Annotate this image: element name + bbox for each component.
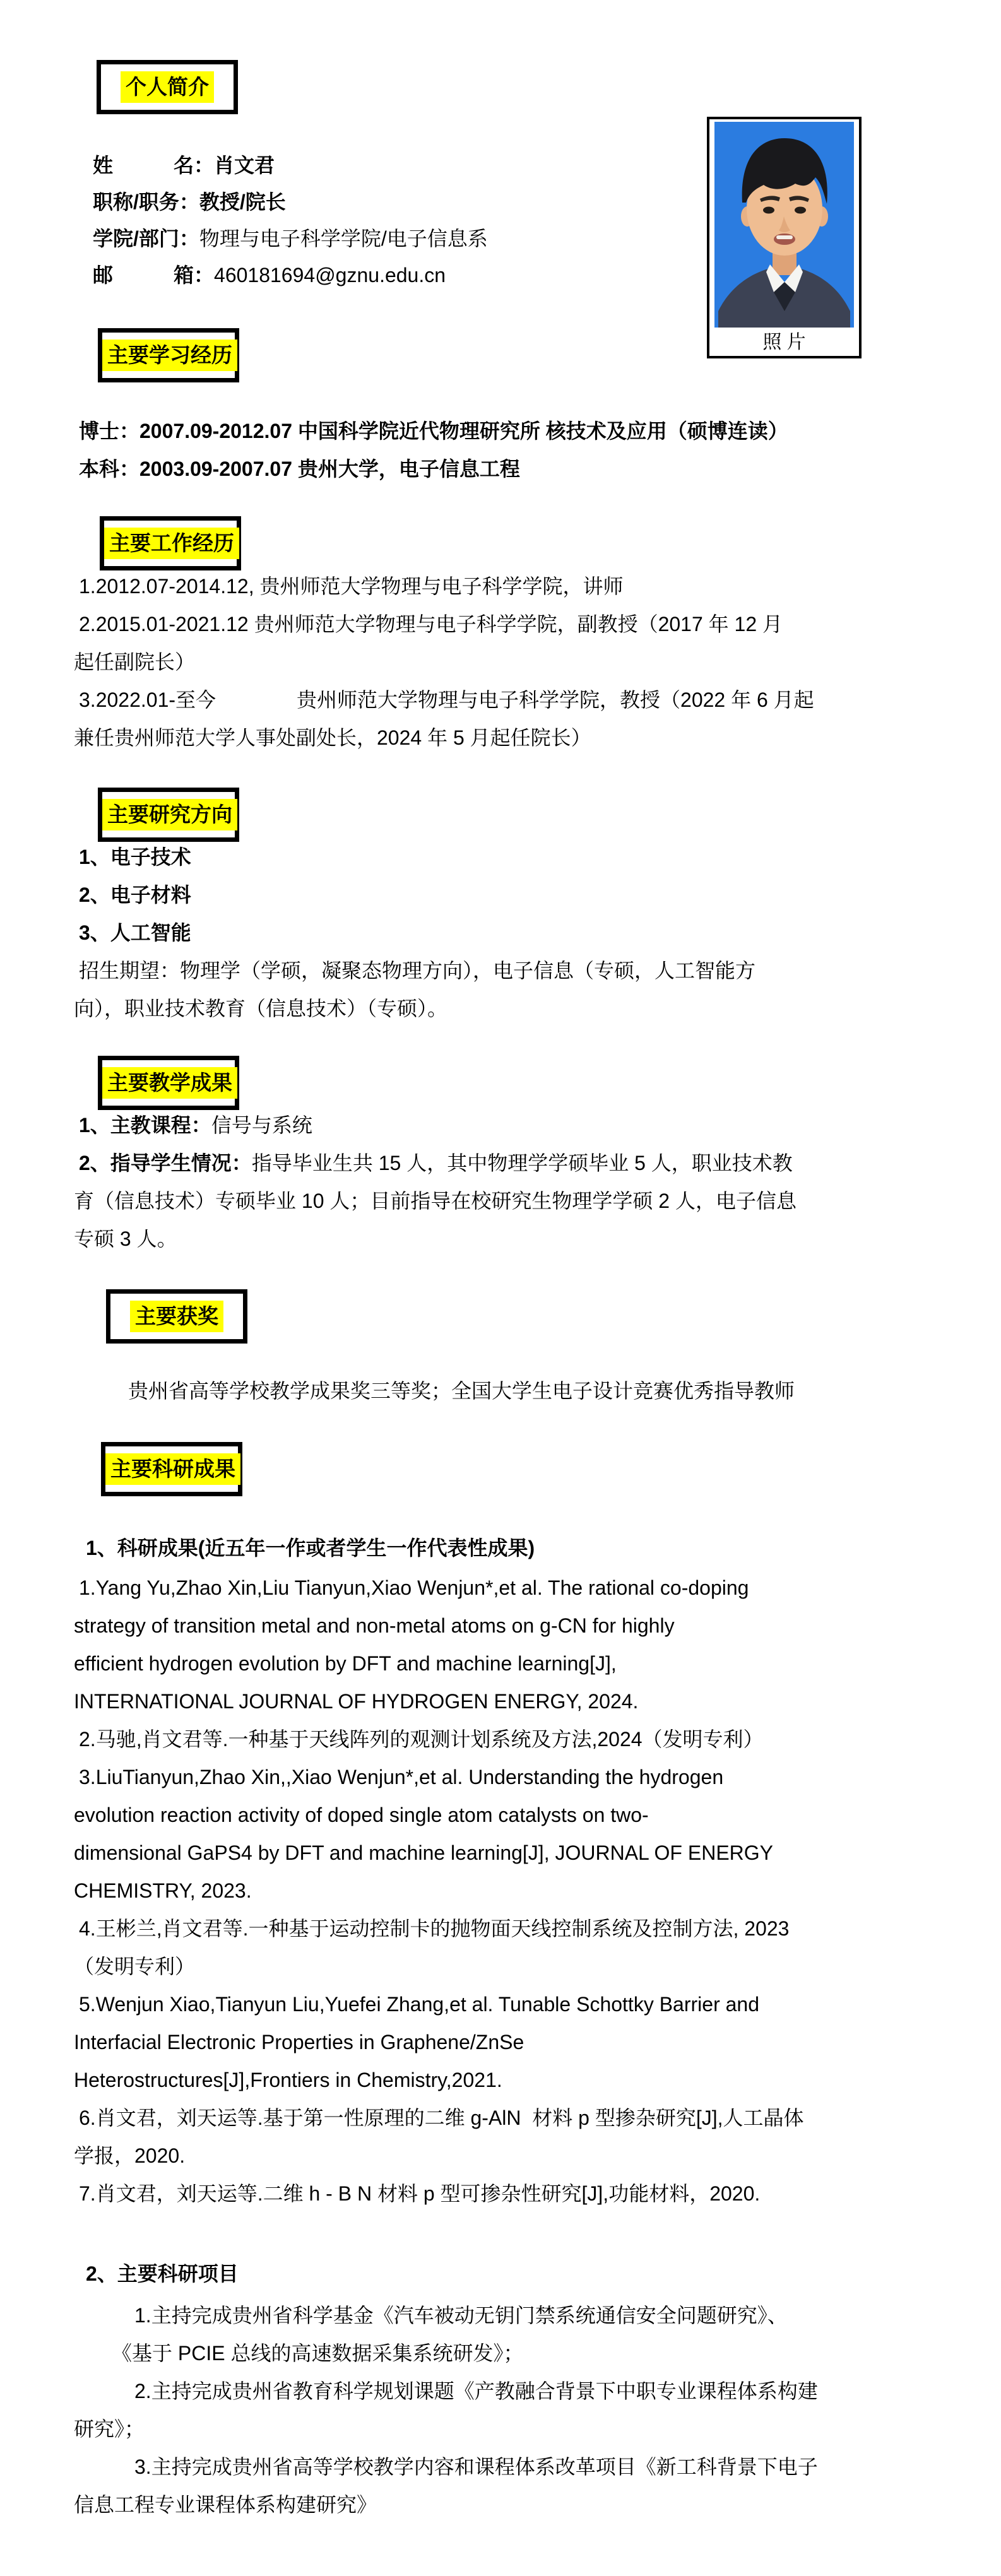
research-direction-item: 1、电子技术: [79, 846, 191, 868]
section-header-profile: [97, 60, 238, 114]
work-line: 2.2015.01-2021.12 贵州师范大学物理与电子科学学院，副教授（2017 年 12 月: [79, 613, 783, 635]
publication-line: INTERNATIONAL JOURNAL OF HYDROGEN ENERGY, 2024.: [74, 1690, 639, 1713]
dept-value: 物理与电子科学学院/电子信息系: [199, 227, 488, 250]
section-header-work: [100, 516, 241, 570]
recruit-expectation-line: 招生期望：物理学（学硕，凝聚态物理方向），电子信息（专硕，人工智能方: [79, 959, 756, 982]
teaching-block: [74, 1106, 797, 1258]
photo-frame: [707, 117, 862, 358]
project-line: 信息工程专业课程体系构建研究》: [74, 2493, 377, 2516]
projects-heading: 2、主要科研项目: [86, 2262, 239, 2285]
project-line: 《基于 PCIE 总线的高速数据采集系统研发》；: [112, 2342, 524, 2365]
project-line: 3.主持完成贵州省高等学校教学内容和课程体系改革项目《新工科背景下电子: [134, 2455, 818, 2478]
work-line: 3.2022.01-至今 贵州师范大学物理与电子科学学院，教授（2022 年 6 月起: [79, 688, 814, 711]
publication-line: Interfacial Electronic Properties in Graphene/ZnSe: [74, 2031, 524, 2053]
course-label: 1、主教课程：: [79, 1114, 211, 1137]
publication-line: Heterostructures[J],Frontiers in Chemistry,2021.: [74, 2069, 502, 2091]
research-direction-item: 2、电子材料: [79, 883, 191, 906]
project-line: 1.主持完成贵州省科学基金《汽车被动无钥门禁系统通信安全问题研究》、: [134, 2304, 788, 2327]
publication-line: 3.LiuTianyun,Zhao Xin,,Xiao Wenjun*,et al. Understanding the hydrogen: [79, 1766, 724, 1788]
work-history-block: [74, 567, 814, 757]
publication-line: evolution reaction activity of doped single atom catalysts on two-: [74, 1804, 649, 1826]
name-value: 肖文君: [214, 154, 275, 177]
study-history-block: [74, 412, 788, 488]
project-line: 研究》；: [74, 2418, 145, 2440]
study-line: 本科：2003.09-2007.07 贵州大学，电子信息工程: [79, 458, 520, 480]
teaching-course-line: [79, 1106, 797, 1144]
project-line: 2.主持完成贵州省教育科学规划课题《产教融合背景下中职专业课程体系构建: [134, 2380, 818, 2402]
course-value: 信号与系统: [211, 1114, 312, 1137]
publication-line: 5.Wenjun Xiao,Tianyun Liu,Yuefei Zhang,et al. Tunable Schottky Barrier and: [79, 1993, 759, 2016]
dept-row: [93, 220, 488, 257]
publication-line: 2.马驰,肖文君等.一种基于天线阵列的观测计划系统及方法,2024（发明专利）: [79, 1728, 764, 1751]
profile-info-block: [93, 147, 488, 293]
work-line: 兼任贵州师范大学人事处副处长，2024 年 5 月起任院长）: [74, 726, 591, 749]
title-value: 教授/院长: [199, 191, 286, 213]
section-header-research-direction: [98, 788, 239, 842]
section-title-awards: 主要获奖: [130, 1301, 223, 1332]
publications-heading: 1、科研成果(近五年一作或者学生一作代表性成果): [86, 1537, 535, 1559]
section-title-teaching: 主要教学成果: [102, 1067, 237, 1099]
study-line: 博士：2007.09-2012.07 中国科学院近代物理研究所 核技术及应用（硕博连读）: [79, 420, 788, 442]
publication-line: 1.Yang Yu,Zhao Xin,Liu Tianyun,Xiao Wenjun*,et al. The rational co-doping: [79, 1576, 749, 1599]
name-label: 姓 名：: [93, 154, 215, 177]
teaching-students-line: 育（信息技术）专硕毕业 10 人；目前指导在校研究生物理学学硕 2 人，电子信息: [74, 1190, 797, 1212]
section-title-profile: 个人简介: [121, 71, 214, 103]
work-line: 1.2012.07-2014.12, 贵州师范大学物理与电子科学学院，讲师: [79, 575, 624, 598]
teaching-students-line: 专硕 3 人。: [74, 1227, 177, 1250]
section-header-teaching: [98, 1056, 239, 1110]
research-direction-block: [74, 838, 755, 1027]
dept-label: 学院/部门：: [93, 227, 199, 250]
students-value: 指导毕业生共 15 人，其中物理学学硕毕业 5 人，职业技术教: [251, 1152, 793, 1174]
photo-caption: 照 片: [762, 332, 806, 353]
awards-text: 贵州省高等学校教学成果奖三等奖；全国大学生电子设计竞赛优秀指导教师: [128, 1380, 795, 1402]
recruit-expectation-line: 向），职业技术教育（信息技术）（专硕）。: [74, 997, 448, 1020]
section-title-work: 主要工作经历: [104, 528, 239, 559]
work-line: 起任副院长）: [74, 651, 196, 673]
section-header-study: [98, 328, 239, 382]
email-value: 460181694@gznu.edu.cn: [214, 264, 446, 287]
publications-block: [74, 1569, 804, 2213]
email-label: 邮 箱：: [93, 264, 215, 287]
teaching-students-line: [79, 1144, 797, 1182]
name-row: [93, 147, 488, 184]
section-title-study: 主要学习经历: [102, 340, 237, 371]
publication-line: dimensional GaPS4 by DFT and machine learning[J], JOURNAL OF ENERGY: [74, 1841, 773, 1864]
email-row: [93, 257, 488, 293]
section-header-awards: [106, 1289, 247, 1344]
research-direction-item: 3、人工智能: [79, 921, 191, 944]
profile-photo: [714, 122, 854, 328]
projects-block: [74, 2296, 818, 2524]
section-header-sci-achievements: [101, 1442, 242, 1496]
students-label: 2、指导学生情况：: [79, 1152, 252, 1174]
publication-line: 7.肖文君，刘天运等.二维 h - B N 材料 p 型可掺杂性研究[J],功能材料，2020.: [79, 2182, 761, 2205]
publication-line: 学报，2020.: [74, 2144, 186, 2167]
publication-line: CHEMISTRY, 2023.: [74, 1879, 252, 1902]
publication-line: （发明专利）: [74, 1955, 196, 1978]
publication-line: 6.肖文君，刘天运等.基于第一性原理的二维 g-AlN 材料 p 型掺杂研究[J],人工晶体: [79, 2106, 804, 2129]
publication-line: efficient hydrogen evolution by DFT and machine learning[J],: [74, 1652, 617, 1675]
publication-line: 4.王彬兰,肖文君等.一种基于运动控制卡的抛物面天线控制系统及控制方法, 2023: [79, 1917, 790, 1940]
title-label: 职称/职务：: [93, 191, 199, 213]
section-title-sci-achievements: 主要科研成果: [105, 1453, 240, 1485]
title-row: [93, 184, 488, 220]
section-title-research-direction: 主要研究方向: [102, 799, 237, 830]
publication-line: strategy of transition metal and non-metal atoms on g-CN for highly: [74, 1614, 675, 1637]
